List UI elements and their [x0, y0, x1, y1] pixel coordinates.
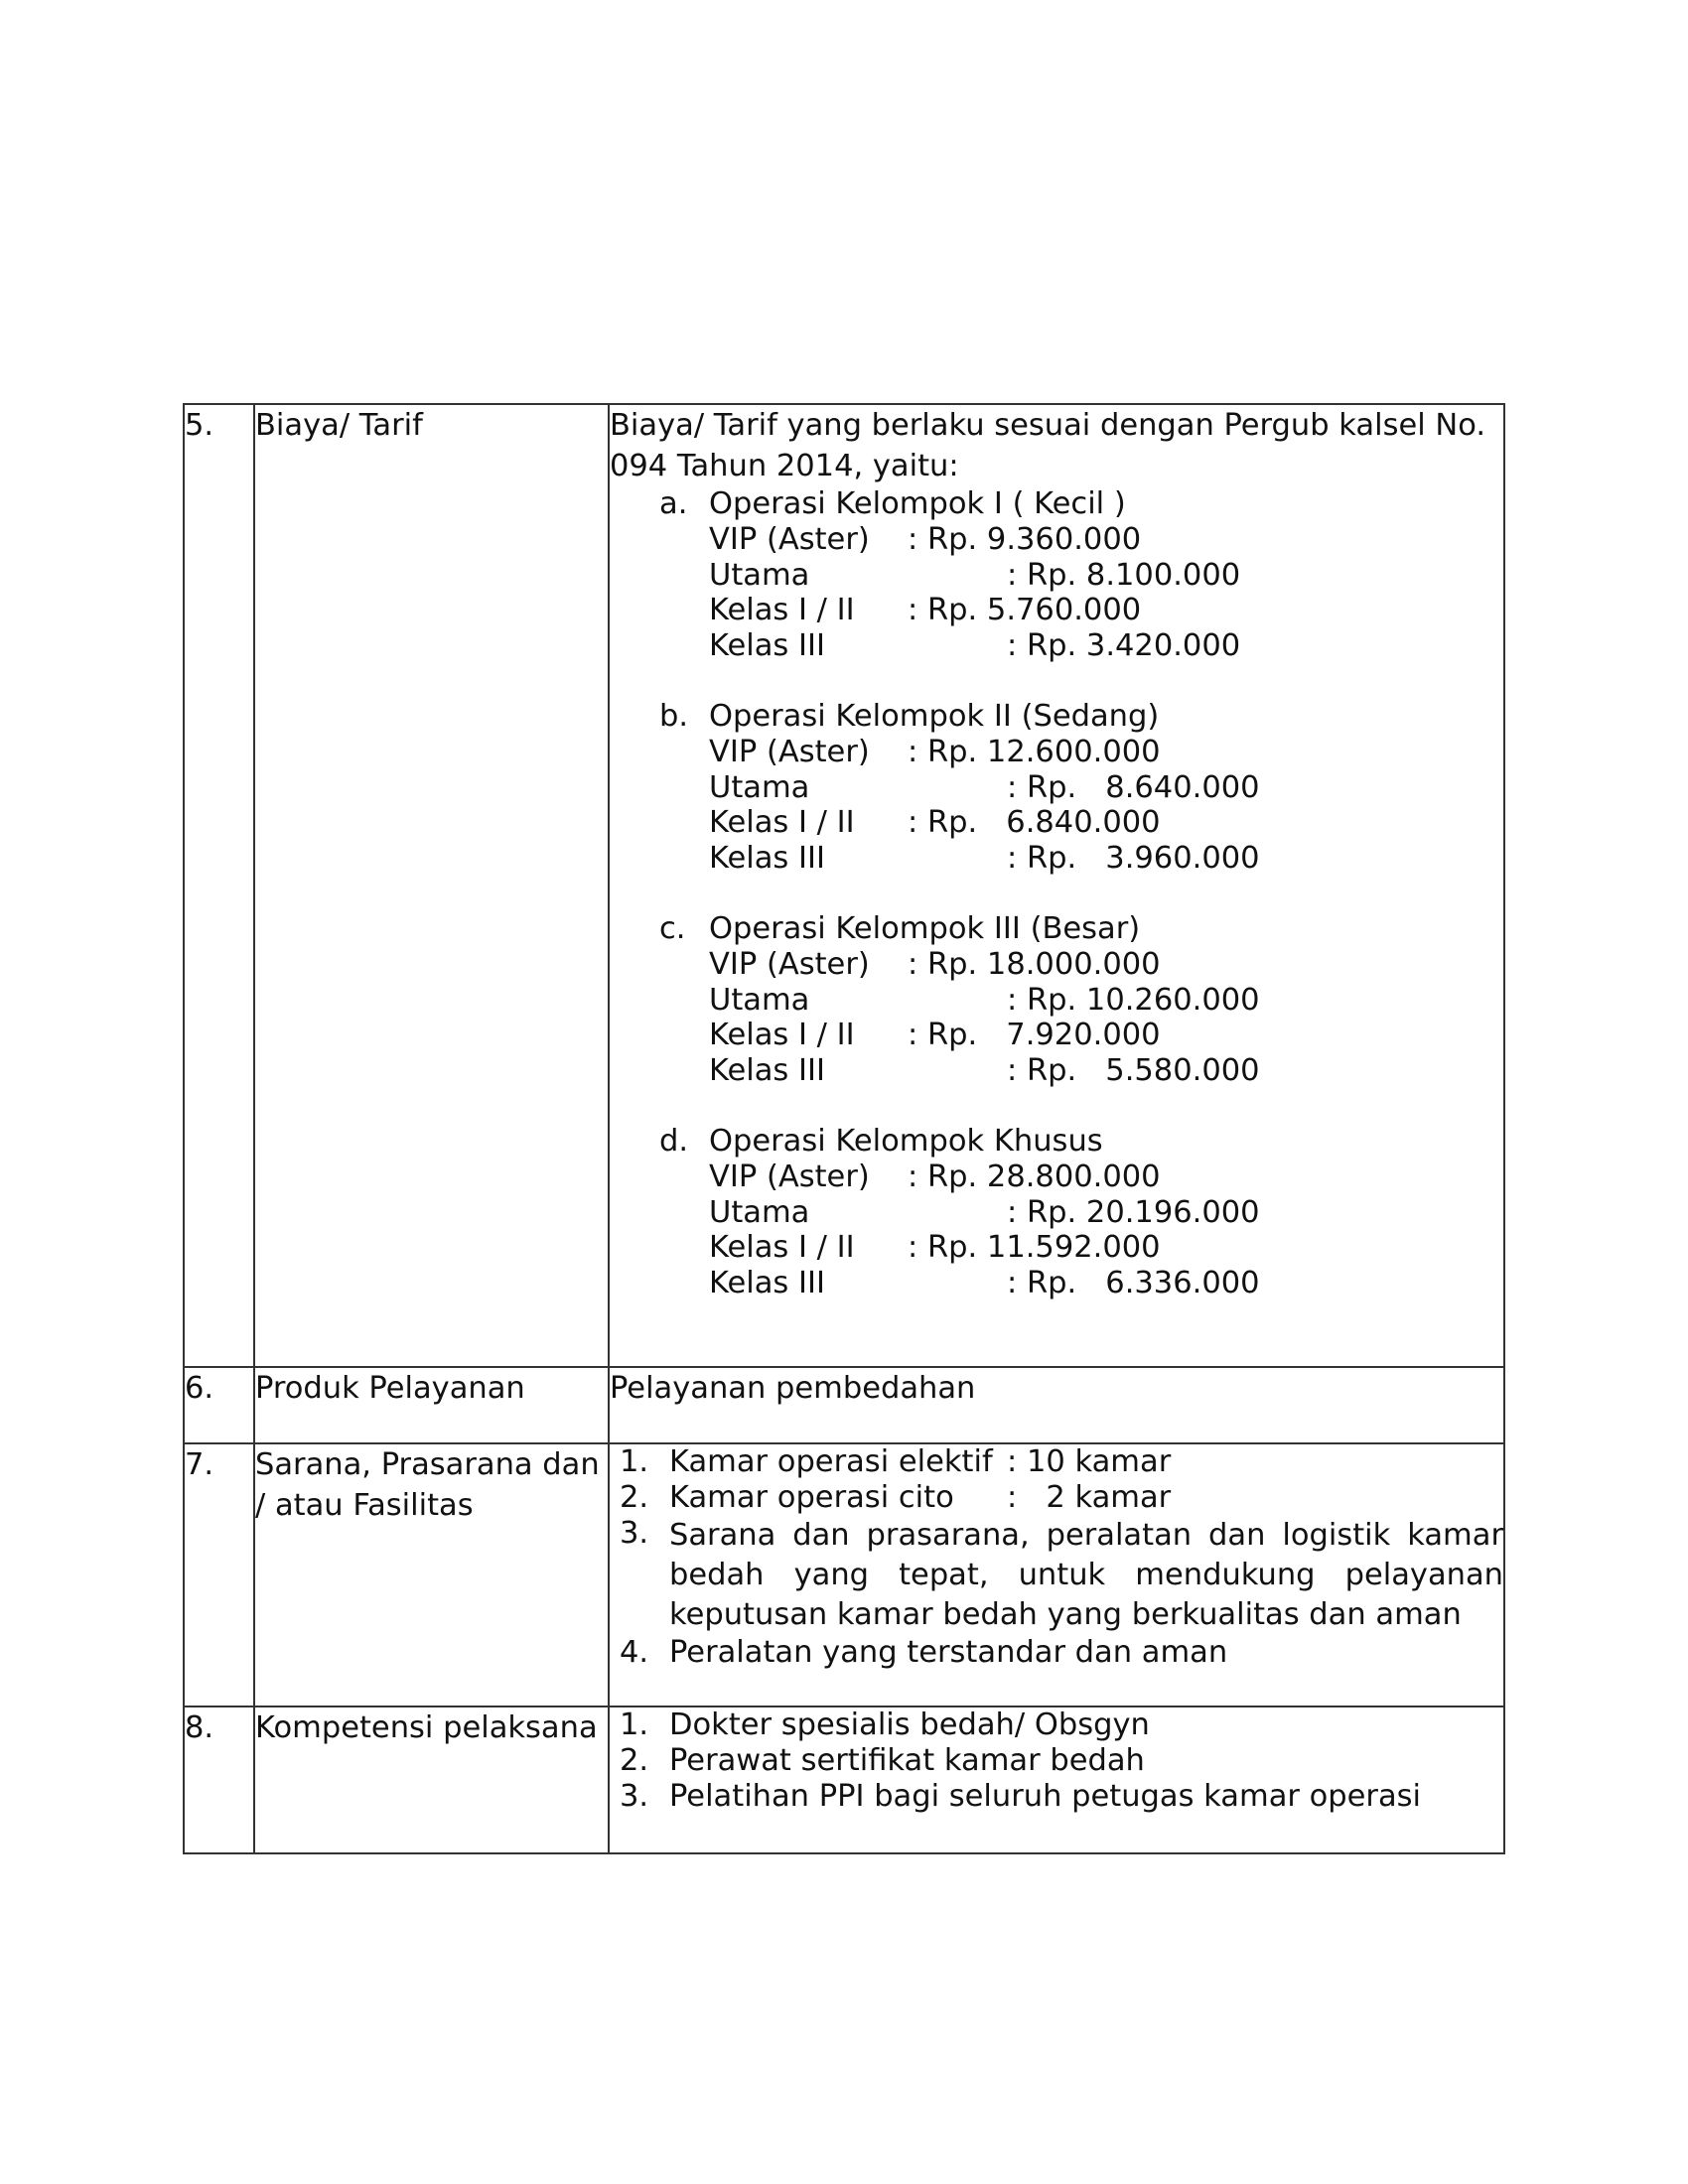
row-label: Sarana, Prasarana dan / atau Fasilitas	[254, 1443, 609, 1706]
table-row-facilities	[184, 1443, 1504, 1706]
product-content: Pelayanan pembedahan	[609, 1367, 1504, 1443]
list-number: 4.	[620, 1635, 649, 1670]
list-text: Peralatan yang terstandar dan aman	[669, 1635, 1228, 1670]
tariff-class: Kelas I / II	[709, 805, 855, 840]
tariff-price: : Rp. 9.360.000	[908, 522, 1142, 557]
tariff-item	[709, 628, 1503, 664]
row-number: 8.	[184, 1706, 254, 1853]
tariff-item	[709, 1053, 1503, 1089]
group-letter: a.	[659, 486, 688, 521]
tariff-price: : Rp. 11.592.000	[908, 1230, 1161, 1265]
tariff-item	[709, 1160, 1503, 1195]
list-item	[620, 1516, 1503, 1635]
competence-list	[610, 1707, 1503, 1815]
tariff-content	[609, 404, 1504, 1367]
row-number: 7.	[184, 1443, 254, 1706]
tariff-class: Utama	[709, 557, 810, 593]
tariff-class: Utama	[709, 769, 810, 805]
tariff-price: : Rp. 3.960.000	[1007, 840, 1260, 876]
group-title: Operasi Kelompok III (Besar)	[709, 911, 1141, 946]
tariff-class: Kelas III	[709, 1052, 825, 1088]
group-letter: d.	[659, 1124, 689, 1159]
tariff-group-d	[659, 1124, 1503, 1300]
tariff-class: VIP (Aster)	[709, 1160, 870, 1194]
row-label: Kompetensi pelaksana	[254, 1706, 609, 1853]
tariff-item	[709, 805, 1503, 841]
table-row-product	[184, 1367, 1504, 1443]
list-item	[620, 1707, 1503, 1743]
tariff-group-a	[659, 486, 1503, 663]
tariff-item	[709, 735, 1503, 770]
tariff-item	[709, 770, 1503, 806]
tariff-price: : Rp. 18.000.000	[908, 947, 1161, 982]
group-title: Operasi Kelompok I ( Kecil )	[709, 486, 1126, 521]
facilities-content	[609, 1443, 1504, 1706]
tariff-class: Kelas I / II	[709, 593, 855, 627]
tariff-class: Kelas III	[709, 840, 825, 876]
tariff-price: : Rp. 6.840.000	[908, 805, 1161, 840]
list-text: Dokter spesialis bedah/ Obsgyn	[669, 1707, 1150, 1742]
group-title: Operasi Kelompok II (Sedang)	[709, 699, 1160, 734]
list-number: 1.	[620, 1444, 649, 1479]
tariff-item	[709, 841, 1503, 877]
tariff-item	[709, 1266, 1503, 1301]
list-item	[620, 1480, 1503, 1516]
list-item	[620, 1635, 1503, 1671]
tariff-class: VIP (Aster)	[709, 735, 870, 769]
facility-name: Kamar operasi elektif	[669, 1444, 993, 1479]
tariff-item	[709, 593, 1503, 628]
tariff-price: : Rp. 28.800.000	[908, 1160, 1161, 1194]
list-text: Perawat sertifikat kamar bedah	[669, 1743, 1145, 1778]
facility-name: Kamar operasi cito	[669, 1480, 954, 1515]
group-title: Operasi Kelompok Khusus	[709, 1124, 1103, 1159]
list-number: 3.	[620, 1779, 649, 1814]
tariff-class: Kelas III	[709, 627, 825, 663]
facility-count: : 2 kamar	[1007, 1480, 1172, 1515]
tariff-price: : Rp. 10.260.000	[1007, 982, 1260, 1018]
tariff-class: Utama	[709, 1194, 810, 1230]
group-letter: b.	[659, 699, 689, 734]
tariff-price: : Rp. 3.420.000	[1007, 627, 1241, 663]
list-item	[620, 1743, 1503, 1779]
list-number: 2.	[620, 1480, 649, 1515]
list-number: 1.	[620, 1707, 649, 1742]
tariff-class: Kelas I / II	[709, 1230, 855, 1265]
list-text: Pelatihan PPI bagi seluruh petugas kamar operasi	[669, 1779, 1422, 1814]
table-row-competence	[184, 1706, 1504, 1853]
group-letter: c.	[659, 911, 686, 946]
tariff-price: : Rp. 8.100.000	[1007, 557, 1241, 593]
tariff-item	[709, 947, 1503, 983]
list-number: 3.	[620, 1516, 649, 1551]
tariff-class: Kelas I / II	[709, 1018, 855, 1052]
table-row-tariff	[184, 404, 1504, 1367]
tariff-group-c	[659, 911, 1503, 1088]
tariff-item	[709, 1018, 1503, 1053]
service-standard-table	[183, 403, 1505, 1854]
facility-count: : 10 kamar	[1007, 1444, 1172, 1479]
list-item	[620, 1444, 1503, 1480]
tariff-item	[709, 558, 1503, 594]
tariff-item	[709, 522, 1503, 558]
row-label: Biaya/ Tarif	[254, 404, 609, 1367]
tariff-price: : Rp. 12.600.000	[908, 735, 1161, 769]
tariff-price: : Rp. 6.336.000	[1007, 1265, 1260, 1300]
tariff-price: : Rp. 5.760.000	[908, 593, 1142, 627]
competence-content	[609, 1706, 1504, 1853]
tariff-item	[709, 983, 1503, 1019]
tariff-class: Utama	[709, 982, 810, 1018]
list-item	[620, 1779, 1503, 1815]
row-number: 5.	[184, 404, 254, 1367]
list-number: 2.	[620, 1743, 649, 1778]
tariff-intro: Biaya/ Tarif yang berlaku sesuai dengan Pergub kalsel No. 094 Tahun 2014, yaitu:	[610, 408, 1486, 483]
tariff-class: VIP (Aster)	[709, 947, 870, 982]
tariff-class: Kelas III	[709, 1265, 825, 1300]
tariff-item	[709, 1195, 1503, 1231]
row-label: Produk Pelayanan	[254, 1367, 609, 1443]
tariff-class: VIP (Aster)	[709, 522, 870, 557]
facilities-list	[610, 1444, 1503, 1671]
list-text: Sarana dan prasarana, peralatan dan logistik kamar bedah yang tepat, untuk mendukung pelayanan keputusan kamar bedah yang berkualitas dan aman	[669, 1518, 1503, 1632]
tariff-price: : Rp. 7.920.000	[908, 1018, 1161, 1052]
tariff-price: : Rp. 20.196.000	[1007, 1194, 1260, 1230]
tariff-group-b	[659, 699, 1503, 876]
tariff-price: : Rp. 8.640.000	[1007, 769, 1260, 805]
tariff-item	[709, 1230, 1503, 1266]
row-number: 6.	[184, 1367, 254, 1443]
tariff-price: : Rp. 5.580.000	[1007, 1052, 1260, 1088]
